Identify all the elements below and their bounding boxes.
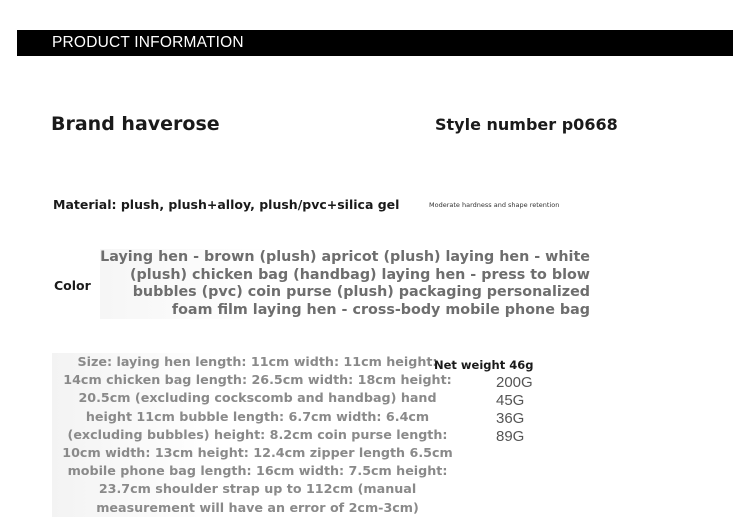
size-line: 20.5cm (excluding cockscomb and handbag) hand	[78, 390, 437, 406]
size-line: (excluding bubbles) height: 8.2cm coin purse length:	[67, 426, 448, 442]
size-line: Size: laying hen length: 11cm width: 11cm height:	[77, 354, 438, 369]
weight-value: 45G	[496, 392, 525, 409]
color-line: bubbles (pvc) coin purse (plush) packaging personalized	[132, 284, 590, 300]
color-description	[100, 249, 590, 319]
material-text: Material: plush, plush+alloy, plush/pvc+silica gel	[53, 197, 400, 212]
style-number: Style number p0668	[435, 115, 618, 134]
color-line: (plush) chicken bag (handbag) laying hen - press to blow	[130, 266, 590, 283]
section-title: PRODUCT INFORMATION	[52, 34, 244, 51]
size-description	[52, 353, 463, 517]
header-bar	[17, 30, 733, 56]
size-line: 10cm width: 13cm height: 12.4cm zipper length 6.5cm	[62, 445, 453, 461]
net-weight-label: Net weight 46g	[434, 358, 534, 372]
size-line: mobile phone bag length: 16cm width: 7.5cm height:	[67, 463, 448, 479]
weight-value: 200G	[496, 374, 533, 391]
hardness-note: Moderate hardness and shape retention	[429, 201, 560, 209]
size-line: 14cm chicken bag length: 26.5cm width: 18cm height:	[63, 372, 452, 388]
weight-list	[496, 374, 533, 446]
color-line: foam film laying hen - cross-body mobile phone bag	[171, 301, 590, 318]
color-label: Color	[54, 278, 91, 293]
color-line: Laying hen - brown (plush) apricot (plush) laying hen - white	[100, 249, 590, 265]
weight-value: 89G	[496, 428, 525, 445]
size-line: height 11cm bubble length: 6.7cm width: 6.4cm	[85, 408, 430, 424]
size-line: 23.7cm shoulder strap up to 112cm (manual	[98, 481, 417, 497]
weight-value: 36G	[496, 410, 525, 427]
brand-name: Brand haverose	[51, 113, 220, 135]
size-line: measurement will have an error of 2cm-3cm)	[96, 499, 419, 515]
